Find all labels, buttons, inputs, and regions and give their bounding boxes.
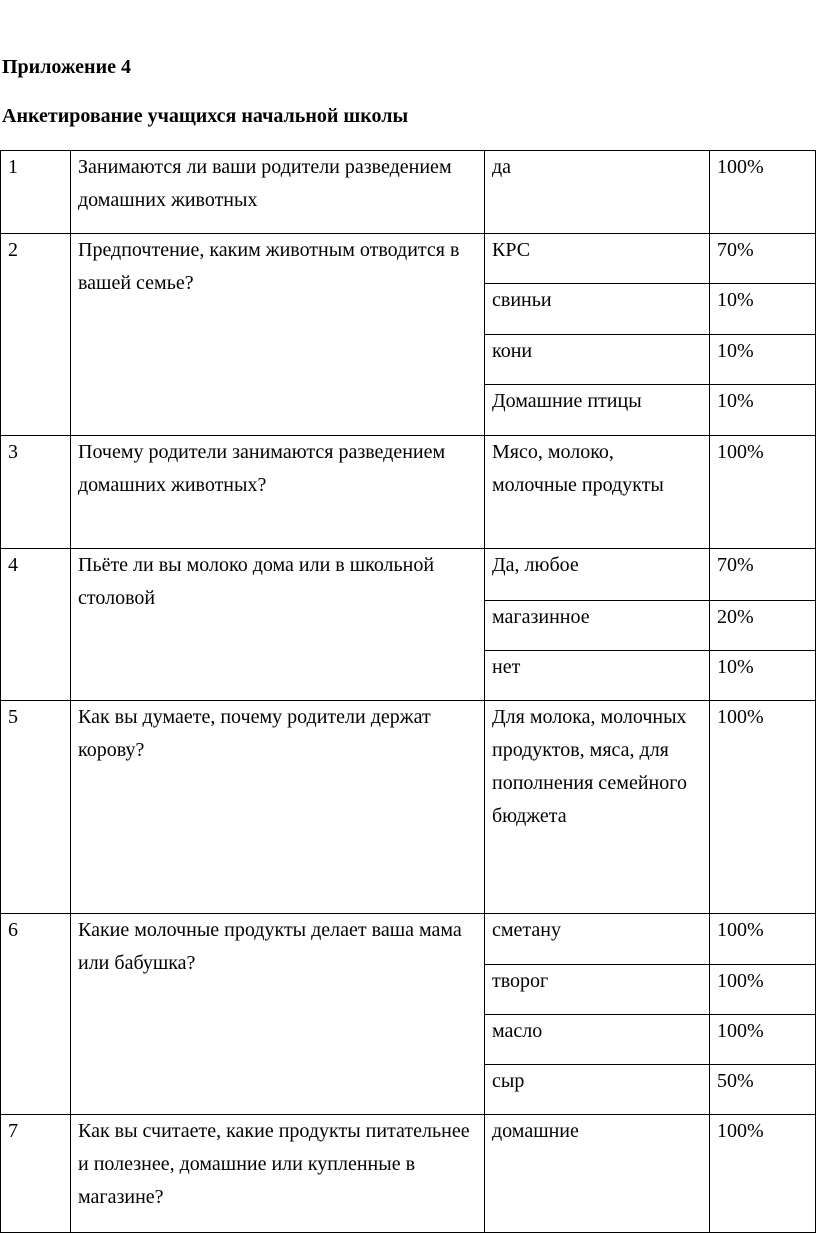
answer-text: да <box>492 156 512 178</box>
answer-text: сыр <box>492 1070 525 1092</box>
answer-text: сметану <box>492 919 561 941</box>
table-column-border <box>70 150 71 1233</box>
answer-text: КРС <box>492 239 531 261</box>
row-number: 1 <box>8 156 18 178</box>
answer-percent: 10% <box>717 656 754 678</box>
question-text: Занимаются ли ваши родители разведением домашних животных <box>78 156 452 211</box>
question-text: Как вы думаете, почему родители держат корову? <box>78 706 431 761</box>
question-text: Предпочтение, каким животным отводится в вашей семье? <box>78 239 460 294</box>
answer-percent: 10% <box>717 340 754 362</box>
question-text: Почему родители занимаются разведением домашних животных? <box>78 441 446 496</box>
answer-text: масло <box>492 1020 543 1042</box>
answer-text: домашние <box>492 1120 579 1142</box>
answer-percent: 100% <box>717 919 764 941</box>
answer-percent: 100% <box>717 441 764 463</box>
answer-text: Для молока, молочных продуктов, мяса, для пополнения семейного бюджета <box>492 706 687 827</box>
answer-percent: 100% <box>717 970 764 992</box>
row-number: 4 <box>8 554 18 576</box>
row-number: 7 <box>8 1120 18 1142</box>
table-column-border <box>484 150 485 1233</box>
table-column-border <box>709 150 710 1233</box>
row-number: 5 <box>8 706 18 728</box>
answer-percent: 100% <box>717 706 764 728</box>
answer-text: нет <box>492 656 521 678</box>
answer-text: Мясо, молоко, молочные продукты <box>492 441 664 496</box>
answer-text: Домашние птицы <box>492 390 642 412</box>
table-row-border <box>0 1232 816 1233</box>
question-text: Какие молочные продукты делает ваша мама или бабушка? <box>78 919 462 974</box>
page-subtitle: Анкетирование учащихся начальной школы <box>2 105 409 127</box>
answer-percent: 70% <box>717 554 754 576</box>
answer-text: магазинное <box>492 606 590 628</box>
answer-percent: 70% <box>717 239 754 261</box>
answer-percent: 100% <box>717 1120 764 1142</box>
table-column-border <box>0 150 1 1233</box>
page-title: Приложение 4 <box>2 56 131 78</box>
answer-percent: 100% <box>717 1020 764 1042</box>
answer-percent: 50% <box>717 1070 754 1092</box>
row-number: 2 <box>8 239 18 261</box>
answer-text: творог <box>492 970 549 992</box>
question-text: Пьёте ли вы молоко дома или в школьной столовой <box>78 554 435 609</box>
answer-percent: 10% <box>717 289 754 311</box>
answer-percent: 100% <box>717 156 764 178</box>
answer-text: кони <box>492 340 533 362</box>
row-number: 3 <box>8 441 18 463</box>
row-number: 6 <box>8 919 18 941</box>
answer-text: Да, любое <box>492 554 579 576</box>
answer-text: свиньи <box>492 289 552 311</box>
question-text: Как вы считаете, какие продукты питательнее и полезнее, домашние или купленные в магазине? <box>78 1120 470 1208</box>
answer-percent: 10% <box>717 390 754 412</box>
answer-percent: 20% <box>717 606 754 628</box>
